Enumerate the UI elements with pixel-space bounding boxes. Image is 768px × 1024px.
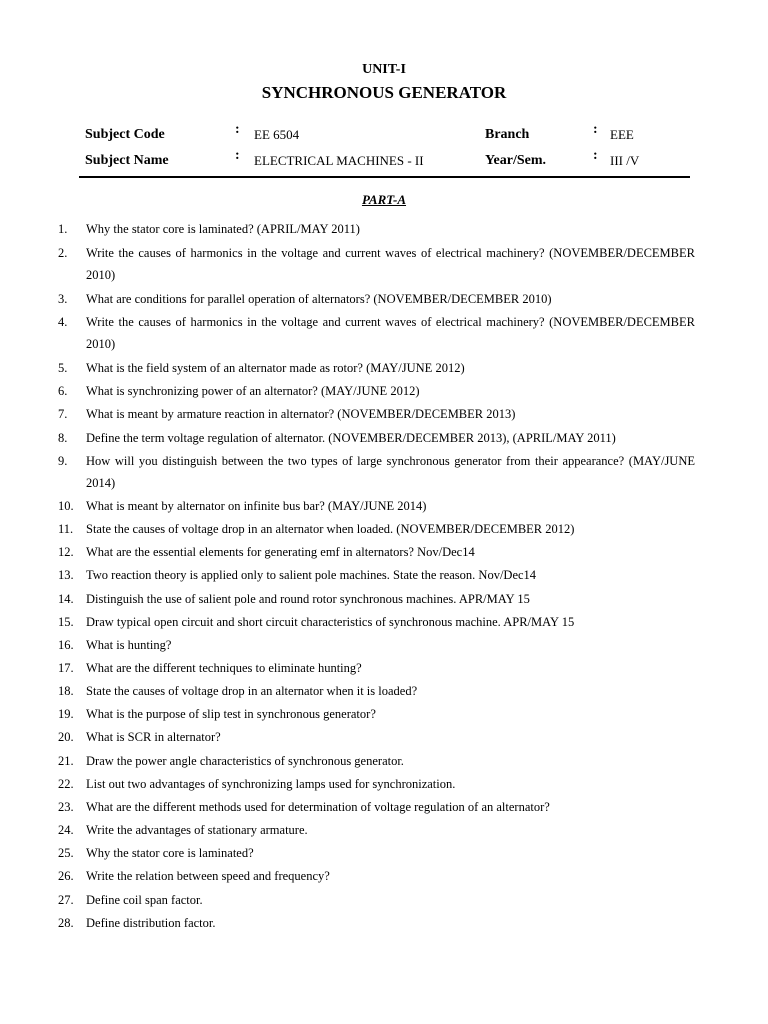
subject-code-value: EE 6504 xyxy=(254,127,300,142)
part-heading: PART-A xyxy=(361,192,407,207)
question-number: 3. xyxy=(58,292,68,306)
question-text: Define coil span factor. xyxy=(86,893,203,907)
question-number: 4. xyxy=(58,315,68,329)
question-number: 12. xyxy=(58,545,74,559)
subject-name-label: Subject Name xyxy=(85,153,169,168)
question-number: 28. xyxy=(58,916,74,930)
question-number: 14. xyxy=(58,592,74,606)
question-text: What are the different methods used for determination of voltage regulation of an alternator? xyxy=(86,800,550,814)
branch-label: Branch xyxy=(485,127,530,142)
question-number: 22. xyxy=(58,777,74,791)
colon: : xyxy=(593,122,598,137)
document-title: SYNCHRONOUS GENERATOR xyxy=(261,83,507,102)
question-number: 8. xyxy=(58,431,68,445)
question-number: 13. xyxy=(58,568,74,582)
colon: : xyxy=(593,148,598,163)
question-number: 2. xyxy=(58,246,68,260)
question-text: State the causes of voltage drop in an alternator when it is loaded? xyxy=(86,684,418,698)
question-text: What is hunting? xyxy=(86,638,172,652)
question-number: 15. xyxy=(58,615,74,629)
question-text: How will you distinguish between the two types of large synchronous generator from their appearance? (MAY/JUNE 2014) xyxy=(86,454,695,490)
question-text: What is meant by armature reaction in alternator? (NOVEMBER/DECEMBER 2013) xyxy=(86,407,516,421)
header-divider xyxy=(79,176,690,178)
question-number: 9. xyxy=(58,454,68,468)
question-text: Two reaction theory is applied only to salient pole machines. State the reason. Nov/Dec14 xyxy=(86,568,537,582)
colon: : xyxy=(235,148,240,163)
question-text: Draw typical open circuit and short circuit characteristics of synchronous machine. APR/MAY 15 xyxy=(86,615,575,629)
question-text: What is the purpose of slip test in synchronous generator? xyxy=(86,707,376,721)
subject-name-value: ELECTRICAL MACHINES - II xyxy=(254,153,424,168)
question-number: 18. xyxy=(58,684,74,698)
question-number: 27. xyxy=(58,893,74,907)
question-text: What is the field system of an alternator made as rotor? (MAY/JUNE 2012) xyxy=(86,361,465,375)
question-text: What is meant by alternator on infinite bus bar? (MAY/JUNE 2014) xyxy=(86,499,427,513)
question-text: Why the stator core is laminated? xyxy=(86,846,254,860)
question-number: 20. xyxy=(58,730,74,744)
question-number: 23. xyxy=(58,800,74,814)
question-text: What are the different techniques to eliminate hunting? xyxy=(86,661,362,675)
year-sem-label: Year/Sem. xyxy=(485,153,547,168)
question-text: Write the advantages of stationary armature. xyxy=(86,823,308,837)
question-text: Define the term voltage regulation of alternator. (NOVEMBER/DECEMBER 2013), (APRIL/MAY 2011) xyxy=(86,431,616,445)
question-text: What is SCR in alternator? xyxy=(86,730,221,744)
colon: : xyxy=(235,122,240,137)
question-number: 6. xyxy=(58,384,68,398)
question-number: 25. xyxy=(58,846,74,860)
question-number: 19. xyxy=(58,707,74,721)
question-text: Write the causes of harmonics in the voltage and current waves of electrical machinery? (NOVEMBER/DECEMBER 2010) xyxy=(86,246,695,282)
question-number: 10. xyxy=(58,499,74,513)
question-number: 7. xyxy=(58,407,68,421)
question-number: 17. xyxy=(58,661,74,675)
question-text: What is synchronizing power of an alternator? (MAY/JUNE 2012) xyxy=(86,384,420,398)
question-number: 26. xyxy=(58,869,74,883)
question-number: 16. xyxy=(58,638,74,652)
unit-heading: UNIT-I xyxy=(362,62,406,77)
question-number: 5. xyxy=(58,361,68,375)
question-text: Distinguish the use of salient pole and round rotor synchronous machines. APR/MAY 15 xyxy=(86,592,530,606)
question-number: 1. xyxy=(58,222,68,236)
subject-code-label: Subject Code xyxy=(85,127,165,142)
question-text: What are conditions for parallel operation of alternators? (NOVEMBER/DECEMBER 2010) xyxy=(86,292,552,306)
question-text: Why the stator core is laminated? (APRIL/MAY 2011) xyxy=(86,222,360,236)
question-text: Write the relation between speed and frequency? xyxy=(86,869,330,883)
question-text: List out two advantages of synchronizing lamps used for synchronization. xyxy=(86,777,456,791)
question-text: Write the causes of harmonics in the voltage and current waves of electrical machinery? (NOVEMBER/DECEMBER 2010) xyxy=(86,315,695,351)
question-text: Draw the power angle characteristics of synchronous generator. xyxy=(86,754,404,768)
question-text: Define distribution factor. xyxy=(86,916,216,930)
branch-value: EEE xyxy=(610,127,634,142)
year-sem-value: III /V xyxy=(610,153,640,168)
question-number: 11. xyxy=(58,522,74,536)
question-text: What are the essential elements for generating emf in alternators? Nov/Dec14 xyxy=(86,545,475,559)
question-number: 21. xyxy=(58,754,74,768)
question-number: 24. xyxy=(58,823,74,837)
question-text: State the causes of voltage drop in an alternator when loaded. (NOVEMBER/DECEMBER 2012) xyxy=(86,522,575,536)
